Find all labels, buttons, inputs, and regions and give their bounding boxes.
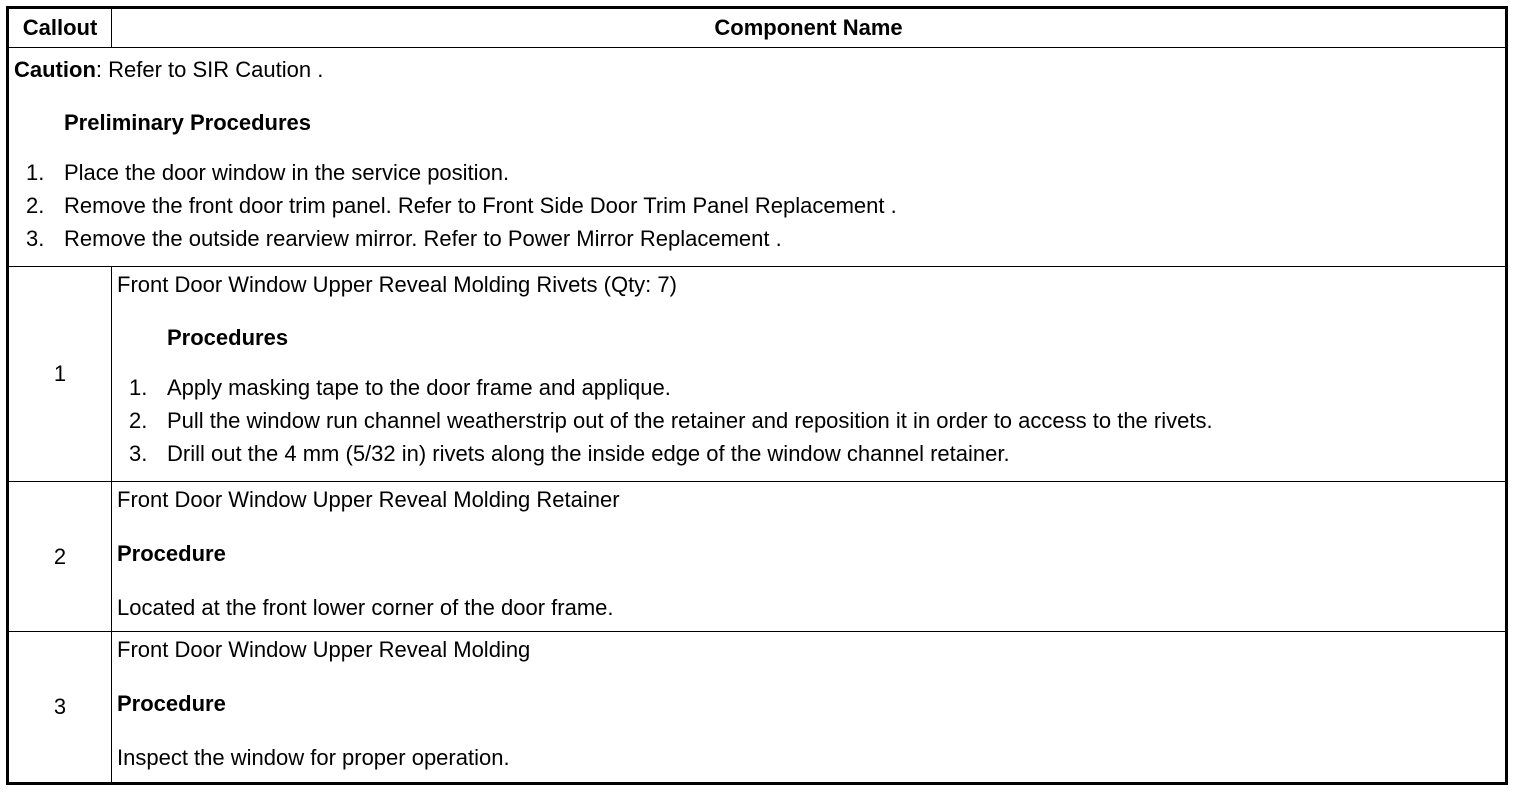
list-item: Apply masking tape to the door frame and applique. [167, 375, 671, 400]
procedure-heading: Procedure [117, 541, 226, 566]
list-item: Place the door window in the service position. [64, 160, 510, 185]
procedure-heading: Procedure [117, 691, 226, 716]
table-row [8, 267, 1507, 482]
callout-number: 3 [8, 632, 112, 784]
caution-label: Caution [14, 57, 96, 82]
callout-number: 2 [8, 482, 112, 632]
callout-header: Callout [8, 8, 112, 48]
preliminary-cell [8, 48, 1507, 267]
component-cell [112, 267, 1507, 482]
procedure-note: Located at the front lower corner of the door frame. [117, 595, 614, 620]
preliminary-row [8, 48, 1507, 267]
callout-number: 1 [8, 267, 112, 482]
table-row [8, 632, 1507, 784]
procedures-heading: Procedures [167, 325, 289, 350]
caution-text: : Refer to SIR Caution . [95, 57, 324, 82]
preliminary-steps [14, 156, 1505, 255]
component-cell [112, 482, 1507, 632]
caution-line [14, 58, 1505, 82]
component-name-header: Component Name [112, 8, 1507, 48]
list-item: Drill out the 4 mm (5/32 in) rivets along the inside edge of the window channel retainer. [167, 441, 1010, 466]
preliminary-heading: Preliminary Procedures [64, 110, 312, 135]
component-name: Front Door Window Upper Reveal Molding Retainer [117, 487, 620, 512]
list-item: Remove the outside rearview mirror. Refer to Power Mirror Replacement . [64, 226, 782, 251]
list-item: Pull the window run channel weatherstrip out of the retainer and reposition it in order to access to the rivets. [167, 408, 1213, 433]
component-cell [112, 632, 1507, 784]
procedure-steps [117, 371, 1505, 470]
procedure-table [6, 6, 1508, 785]
list-item: Remove the front door trim panel. Refer to Front Side Door Trim Panel Replacement . [64, 193, 897, 218]
header-row [8, 8, 1507, 48]
procedure-note: Inspect the window for proper operation. [117, 745, 510, 770]
component-name: Front Door Window Upper Reveal Molding Rivets (Qty: 7) [117, 272, 677, 297]
component-name: Front Door Window Upper Reveal Molding [117, 637, 531, 662]
table-row [8, 482, 1507, 632]
